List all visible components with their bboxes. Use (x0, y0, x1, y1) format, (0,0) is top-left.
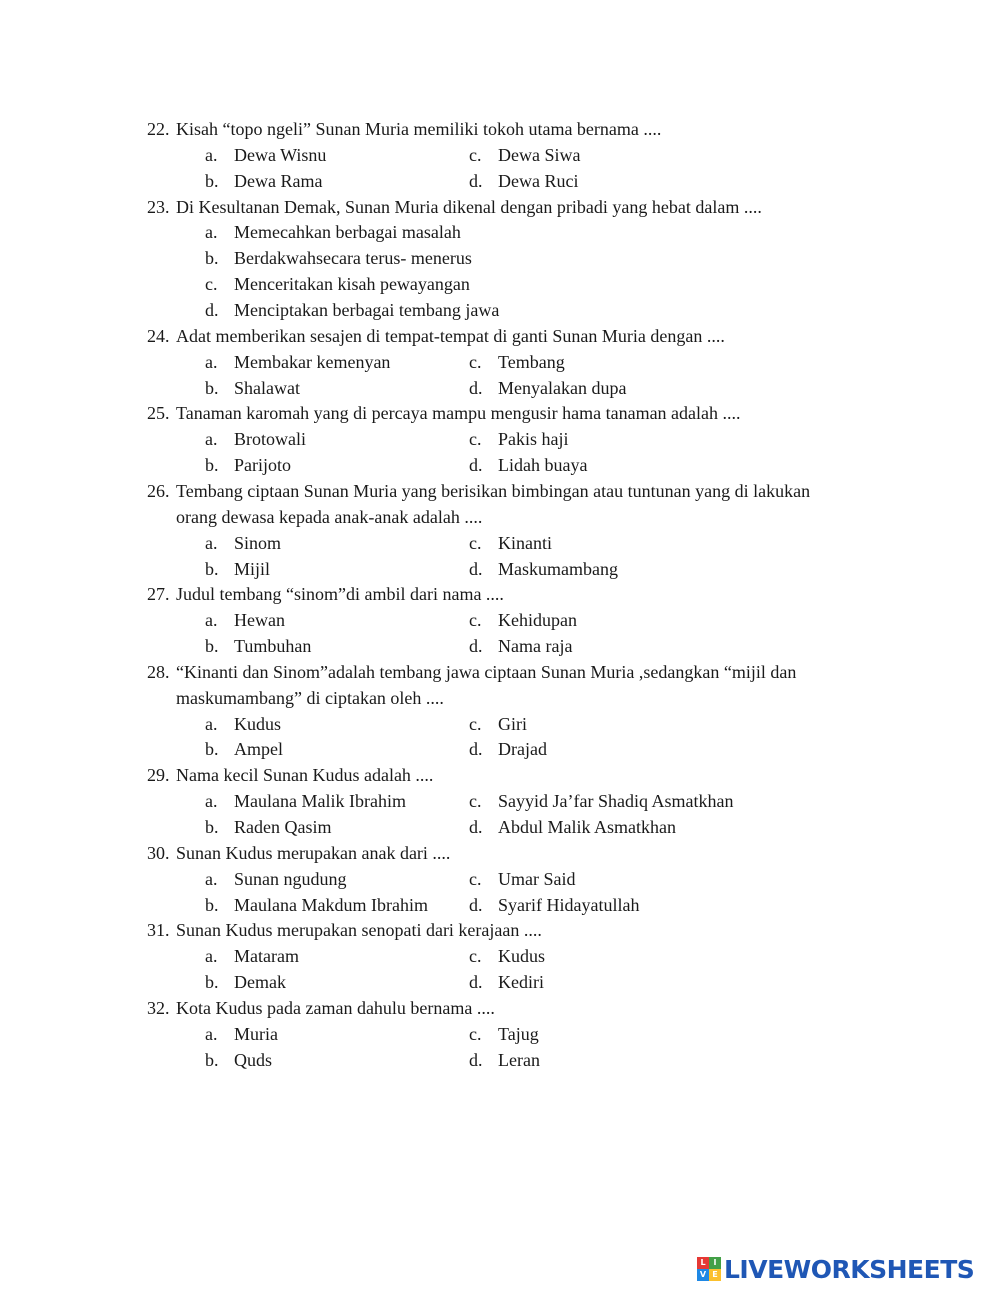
question-text: maskumambang” di ciptakan oleh .... (176, 687, 444, 708)
question-number: 25. (147, 403, 170, 424)
answer-option[interactable] (469, 868, 575, 890)
answer-option[interactable] (205, 738, 283, 760)
option-text: Syarif Hidayatullah (498, 894, 640, 915)
answer-option[interactable] (205, 1023, 278, 1045)
option-text: Mijil (234, 558, 271, 579)
question-stem (147, 325, 725, 347)
option-letter: c. (469, 610, 482, 631)
option-text: Dewa Siwa (498, 144, 581, 165)
option-letter: a. (205, 713, 218, 734)
question-number: 23. (147, 196, 170, 217)
question-number: 27. (147, 584, 170, 605)
option-letter: c. (469, 946, 482, 967)
brand-name: LIVEWORKSHEETS (724, 1254, 975, 1284)
answer-option[interactable] (469, 377, 626, 399)
logo-letter-l: L (697, 1257, 709, 1269)
option-text: Sunan ngudung (234, 868, 347, 889)
option-text: Tumbuhan (234, 636, 312, 656)
option-text: Memecahkan berbagai masalah (234, 222, 461, 243)
option-letter: a. (205, 610, 218, 631)
option-text: Kehidupan (498, 610, 577, 631)
answer-option[interactable] (205, 635, 311, 657)
option-letter: c. (469, 351, 482, 372)
answer-option[interactable] (469, 945, 545, 967)
option-letter: d. (469, 455, 483, 476)
option-text: Mataram (234, 946, 299, 967)
option-letter: b. (205, 377, 219, 398)
answer-option[interactable] (469, 144, 580, 166)
option-text: Abdul Malik Asmatkhan (498, 817, 676, 837)
question-text: Judul tembang “sinom”di ambil dari nama .... (176, 584, 504, 605)
option-text: Dewa Ruci (498, 170, 579, 191)
option-letter: d. (469, 894, 483, 915)
question-text: orang dewasa kepada anak-anak adalah .... (176, 506, 483, 527)
question-text: Sunan Kudus merupakan senopati dari kerajaan .... (176, 920, 542, 941)
answer-option[interactable] (469, 635, 572, 657)
logo-letter-i: I (709, 1257, 721, 1269)
option-letter: c. (469, 532, 482, 553)
option-text: Umar Said (498, 868, 576, 889)
option-letter: c. (469, 144, 482, 165)
option-text: Quds (234, 1049, 273, 1070)
option-text: Tajug (498, 1023, 539, 1044)
option-letter: c. (205, 274, 218, 295)
option-letter: d. (469, 817, 483, 837)
option-text: Kediri (498, 972, 544, 993)
answer-option[interactable] (205, 532, 281, 554)
answer-option[interactable] (469, 971, 544, 993)
answer-option[interactable] (469, 894, 639, 916)
question-stem (147, 842, 450, 864)
option-letter: d. (469, 636, 483, 656)
option-text: Drajad (498, 739, 547, 760)
question-stem (147, 480, 810, 502)
option-text: Parijoto (234, 455, 291, 476)
question-text: Tanaman karomah yang di percaya mampu mengusir hama tanaman adalah .... (176, 403, 741, 424)
option-text: Brotowali (234, 429, 306, 450)
option-text: Maskumambang (498, 558, 618, 579)
question-stem (147, 196, 762, 218)
option-text: Menyalakan dupa (498, 377, 627, 398)
option-letter: d. (469, 558, 483, 579)
option-text: Membakar kemenyan (234, 351, 391, 372)
option-letter: d. (469, 170, 483, 191)
answer-option[interactable] (205, 144, 326, 166)
question-text: “Kinanti dan Sinom”adalah tembang jawa ciptaan Sunan Muria ,sedangkan “mijil dan (176, 661, 797, 682)
option-text: Demak (234, 972, 286, 993)
option-letter: d. (205, 300, 219, 320)
option-text: Sayyid Ja’far Shadiq Asmatkhan (498, 791, 734, 812)
answer-option[interactable] (205, 713, 281, 735)
question-text: Sunan Kudus merupakan anak dari .... (176, 842, 451, 863)
answer-option[interactable] (469, 609, 577, 631)
option-text: Menciptakan berbagai tembang jawa (234, 300, 500, 320)
answer-option[interactable] (205, 454, 291, 476)
option-letter: d. (469, 377, 483, 398)
question-stem (147, 583, 504, 605)
option-letter: b. (205, 972, 219, 993)
option-letter: b. (205, 739, 219, 760)
answer-option[interactable] (469, 738, 547, 760)
answer-option[interactable] (205, 945, 299, 967)
answer-option[interactable] (205, 377, 300, 399)
option-letter: a. (205, 1023, 218, 1044)
option-letter: c. (469, 713, 482, 734)
question-text: Kisah “topo ngeli” Sunan Muria memiliki tokoh utama bernama .... (176, 119, 662, 139)
option-text: Berdakwahsecara terus- menerus (234, 248, 472, 269)
option-letter: b. (205, 455, 219, 476)
question-stem (147, 919, 542, 941)
question-stem-continuation (176, 506, 482, 528)
option-letter: b. (205, 817, 219, 837)
option-letter: b. (205, 170, 219, 191)
answer-option[interactable] (205, 790, 406, 812)
option-text: Dewa Wisnu (234, 144, 327, 165)
answer-option[interactable] (205, 221, 461, 243)
logo-letter-v: V (697, 1269, 709, 1281)
question-number: 30. (147, 842, 170, 863)
option-text: Kinanti (498, 532, 552, 553)
option-letter: d. (469, 1049, 483, 1070)
answer-option[interactable] (205, 428, 306, 450)
question-stem (147, 661, 796, 683)
answer-option[interactable] (205, 609, 285, 631)
option-text: Hewan (234, 610, 285, 631)
answer-option[interactable] (205, 894, 428, 916)
option-text: Kudus (498, 946, 546, 967)
answer-option[interactable] (205, 351, 390, 373)
question-text: Di Kesultanan Demak, Sunan Muria dikenal dengan pribadi yang hebat dalam .... (176, 196, 762, 217)
question-stem (147, 118, 661, 140)
answer-option[interactable] (205, 247, 472, 269)
option-text: Muria (234, 1023, 278, 1044)
option-text: Pakis haji (498, 429, 569, 450)
answer-option[interactable] (205, 558, 270, 580)
option-text: Sinom (234, 532, 282, 553)
question-number: 24. (147, 325, 170, 346)
option-text: Giri (498, 713, 527, 734)
liveworksheets-logo-icon (697, 1257, 721, 1281)
answer-option[interactable] (469, 816, 676, 838)
answer-option[interactable] (205, 1049, 272, 1071)
option-letter: a. (205, 429, 218, 450)
option-letter: a. (205, 351, 218, 372)
answer-option[interactable] (469, 170, 578, 192)
question-number: 31. (147, 920, 170, 941)
question-text: Nama kecil Sunan Kudus adalah .... (176, 765, 434, 786)
answer-option[interactable] (469, 532, 552, 554)
question-number: 26. (147, 480, 170, 501)
option-text: Raden Qasim (234, 817, 332, 837)
question-number: 29. (147, 765, 170, 786)
question-number: 32. (147, 997, 170, 1018)
option-text: Leran (498, 1049, 540, 1070)
answer-option[interactable] (469, 790, 733, 812)
option-letter: c. (469, 1023, 482, 1044)
option-letter: b. (205, 1049, 219, 1070)
option-text: Maulana Makdum Ibrahim (234, 894, 428, 915)
option-letter: a. (205, 868, 218, 889)
option-text: Nama raja (498, 636, 573, 656)
logo-letter-e: E (709, 1269, 721, 1281)
option-letter: a. (205, 791, 218, 812)
question-stem-continuation (176, 687, 444, 709)
answer-option[interactable] (205, 971, 286, 993)
option-text: Shalawat (234, 377, 300, 398)
option-letter: d. (469, 972, 483, 993)
option-letter: a. (205, 946, 218, 967)
question-text: Adat memberikan sesajen di tempat-tempat di ganti Sunan Muria dengan .... (176, 325, 725, 346)
question-stem (147, 997, 495, 1019)
option-text: Dewa Rama (234, 170, 323, 191)
option-letter: c. (469, 791, 482, 812)
option-text: Lidah buaya (498, 455, 588, 476)
answer-option[interactable] (469, 713, 527, 735)
option-text: Maulana Malik Ibrahim (234, 791, 406, 812)
option-text: Tembang (498, 351, 565, 372)
answer-option[interactable] (205, 868, 347, 890)
option-text: Ampel (234, 739, 283, 760)
option-letter: a. (205, 144, 218, 165)
option-letter: c. (469, 868, 482, 889)
option-letter: d. (469, 739, 483, 760)
answer-option[interactable] (469, 558, 618, 580)
answer-option[interactable] (469, 428, 569, 450)
option-text: Menceritakan kisah pewayangan (234, 274, 470, 295)
question-number: 22. (147, 119, 170, 139)
option-letter: b. (205, 248, 219, 269)
question-stem (147, 402, 741, 424)
option-letter: b. (205, 558, 219, 579)
option-letter: a. (205, 532, 218, 553)
answer-option[interactable] (469, 454, 587, 476)
answer-option[interactable] (469, 351, 565, 373)
option-letter: b. (205, 894, 219, 915)
option-text: Kudus (234, 713, 282, 734)
answer-option[interactable] (205, 273, 470, 295)
question-number: 28. (147, 661, 170, 682)
answer-option[interactable] (469, 1023, 539, 1045)
liveworksheets-brand (697, 1252, 974, 1286)
option-letter: b. (205, 636, 219, 656)
answer-option[interactable] (205, 170, 322, 192)
answer-option[interactable] (469, 1049, 540, 1071)
question-stem (147, 764, 433, 786)
answer-option[interactable] (205, 299, 499, 321)
question-text: Tembang ciptaan Sunan Muria yang berisikan bimbingan atau tuntunan yang di lakukan (176, 480, 811, 501)
option-letter: c. (469, 429, 482, 450)
option-letter: a. (205, 222, 218, 243)
answer-option[interactable] (205, 816, 331, 838)
question-text: Kota Kudus pada zaman dahulu bernama .... (176, 997, 495, 1018)
